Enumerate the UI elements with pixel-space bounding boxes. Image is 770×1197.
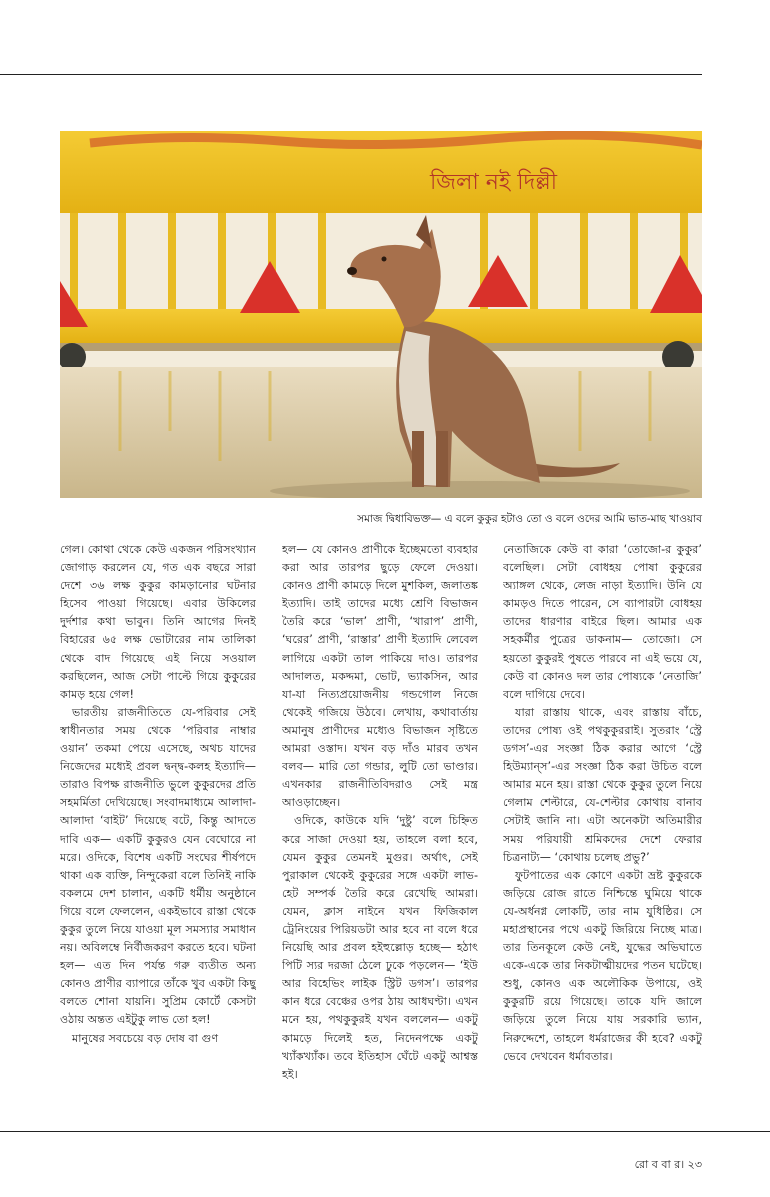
page-folio: রো ব বা র। ২৩ [634,1158,702,1171]
paragraph: ফুটপাতের এক কোণে একটা ভ্রষ্ট কুকুরকে জড়িয়ে রোজ রাতে নিশ্চিন্তে ঘুমিয়ে থাকে যে-অর্ধনগ্ন লোকটি, তার নাম যুধিষ্ঠির। সে মহাপ্রস্থানের পথে একটু জিরিয়ে নিচ্ছে মাত্র। তার তিনকূলে কেউ নেই, যুদ্ধের অভিঘাতে একে-একে তার নিকটাত্মীয়দের পতন ঘটেছে। শুধু, কোনও এক অলৌকিক উপায়ে, ওই কুকুরটি রয়ে গিয়েছে। তাকে যদি জালে জড়িয়ে তুলে নিয়ে যায় সরকারি ভ্যান, নিরুদ্দেশে, তাহলে ধর্মরাজের কী হবে? একটু ভেবে দেখবেন ধর্মাবতার। [503,868,702,1063]
paragraph: হল— যে কোনও প্রাণীকে ইচ্ছেমতো ব্যবহার করা আর তারপর ছুড়ে ফেলে দেওয়া। কোনও প্রাণী কামড়ে দিলে মুশকিল, জলাতঙ্ক ইত্যাদি। তাই তাদের মধ্যে শ্রেণি বিভাজন তৈরি করে ‘ভাল’ প্রাণী, ‘খারাপ’ প্রাণী, ‘ঘরের’ প্রাণী, ‘রাস্তার’ প্রাণী ইত্যাদি লেবেল লাগিয়ে একটা তাল পাকিয়ে দাও। তারপর আদালত, মকদ্দমা, ভোট, ভ্যাকসিন, আর যা-যা নিত্যপ্রয়োজনীয় গন্ডগোল নিজে থেকেই গজিয়ে উঠবে। লেখায়, কথাবার্তায় অমানুষ প্রাণীদের মধ্যেও বিভাজন সৃষ্টিতে আমরা ওস্তাদ। যখন বড় দাঁও মারব তখন বলব— মারি তো গন্ডার, লুটি তো ভাণ্ডার। এখনকার রাজনীতিবিদরাও সেই মন্ত্র আওড়াচ্ছেন। [282,543,478,810]
wet-road [60,367,702,498]
paragraph: যারা রাস্তায় থাকে, এবং রাস্তায় বাঁচে, তাদের পোষ্য ওই পথকুকুররাই। সুতরাং ‘স্ট্রে ডগস’-এর সংজ্ঞা ঠিক করার আগে ‘স্ট্রে হিউম্যান্‌স’-এর সংজ্ঞা ঠিক করা উচিত বলে আমার মনে হয়। রাস্তা থেকে কুকুর তুলে নিয়ে গেলাম শেল্টারে, যে-শেল্টার কোথায় বানাব সেটাই জানি না। এটা অনেকটা অতিমারীর সময় পরিযায়ী শ্রমিকদের দেশে ফেরার চিত্রনাট্য— ‘কোথায় চলেছ প্রভু?’ [503,705,702,864]
footer-rule [0,1131,770,1132]
article-column-2 [282,541,478,1126]
paragraph: ওদিকে, কাউকে যদি ‘দুষ্টু’ বলে চিহ্নিত করে সাজা দেওয়া হয়, তাহলে বলা হবে, যেমন কুকুর তেমনই মুগুর। অর্থাৎ, সেই পুরাকাল থেকেই কুকুরের সঙ্গে একটা লাভ-হেট সম্পর্ক তৈরি করে রেখেছি আমরা। যেমন, ক্লাস নাইনে যখন ফিজিকাল ট্রেনিংয়ের পিরিয়ডটা আর হবে না বলে ধরে নিয়েছি আর প্রবল হইহুল্লোড় হচ্ছে— হঠাৎ পিটি স্যর দরজা ঠেলে ঢুকে পড়লেন— ‘ইউ আর বিহেভিং লাইক স্ট্রিট ডগস’। তারপর কান ধরে বেঞ্চের ওপর ঠায় আধঘণ্টা। এখন মনে হয়, পথকুকুরই যখন বললেন— একটু কামড়ে দিলেই হত, নিদেনপক্ষে একটু খ্যাঁকখ্যাঁক। তবে ইতিহাস ঘেঁটে একটু আশ্বস্ত হই। [282,814,478,1081]
paragraph: গেল। কোথা থেকে কেউ একজন পরিসংখ্যান জোগাড় করলেন যে, গত এক বছরে সারা দেশে ৩৬ লক্ষ কুকুর কামড়ানোর ঘটনার হিসেব পাওয়া গিয়েছে। এবার উকিলের দুর্দশার কথা ভাবুন। তিনি আগের দিনই বিহারের ৬৫ লক্ষ ভোটারের নাম তালিকা থেকে বাদ গিয়েছে এই নিয়ে সওয়াল করছিলেন, আজ সেটা পাল্টে গিয়ে কুকুরের কামড় হয়ে গেল! [60,543,256,701]
photo-illustration [60,131,702,498]
article-column-3 [503,541,702,1126]
header-rule [0,74,702,75]
article-column-1 [60,541,256,1126]
paragraph: নেতাজিকে কেউ বা কারা ‘তোজো-র কুকুর’ বলেছিল। সেটা বোধহয় পোষা কুকুরের অ্যাঙ্গল থেকে, লেজ নাড়া ইত্যাদি। উনি যে কামড়ও দিতে পারেন, সে ব্যাপারটা বোধহয় তাদের ধারণার বাইরে ছিল। আমার এক সহকর্মীর পুত্রের ডাকনাম— তোজো। সে হয়তো কুকুরই পুষতে পারবে না এই ভয়ে যে, কেউ বা কোনও দল তার পোষ্যকে ‘নেতাজি’ বলে দাগিয়ে দেবে। [503,543,702,701]
paragraph: মানুষের সবচেয়ে বড় দোষ বা গুণ [72,1031,219,1045]
street-dog-photo [60,131,702,498]
sign-text: জিলা নই দিল্লী [430,170,558,195]
paragraph: ভারতীয় রাজনীতিতে যে-পরিবার সেই স্বাধীনতার সময় থেকে ‘পরিবার নাম্বার ওয়ান’ তকমা পেয়ে এসেছে, অথচ যাদের নিজেদের মধ্যেই প্রবল দ্বন্দ্ব-কলহ ইত্যাদি— তারাও বিপক্ষ রাজনীতি ভুলে কুকুরদের প্রতি সহমর্মিতা দেখিয়েছে। সংবাদমাধ্যমে আলাদা-আলাদা ‘বাইট’ দিয়েছে বটে, কিন্তু আদতে দাবি এক— একটি কুকুরও যেন বেঘোরে না মরে। ওদিকে, বিশেষ একটি সংঘের শীর্ষপদে থাকা এক ব্যক্তি, নিন্দুকেরা বলে তিনিই নাকি বকলমে দেশ চালান, একটি ধর্মীয় অনুষ্ঠানে গিয়ে বলে ফেললেন, একইভাবে রাস্তা থেকে কুকুর তুলে নিয়ে যাওয়া মূল সমস্যার সমাধান নয়। অবিলম্বে নির্বীজকরণ করতে হবে। ঘটনা হল— এত দিন পর্যন্ত গরু ব্যতীত অন্য কোনও প্রাণীর ব্যাপারে তাঁকে খুব একটা কিছু বলতে শোনা যায়নি। সুপ্রিম কোর্টে কেসটা ওঠায় অন্তত এইটুকু লাভ তো হল! [60,705,256,1027]
photo-caption: সমাজ দ্বিধাবিভক্ত— এ বলে কুকুর হটাও তো ও বলে ওদের আমি ভাত-মাছ খাওয়াব [357,513,702,525]
